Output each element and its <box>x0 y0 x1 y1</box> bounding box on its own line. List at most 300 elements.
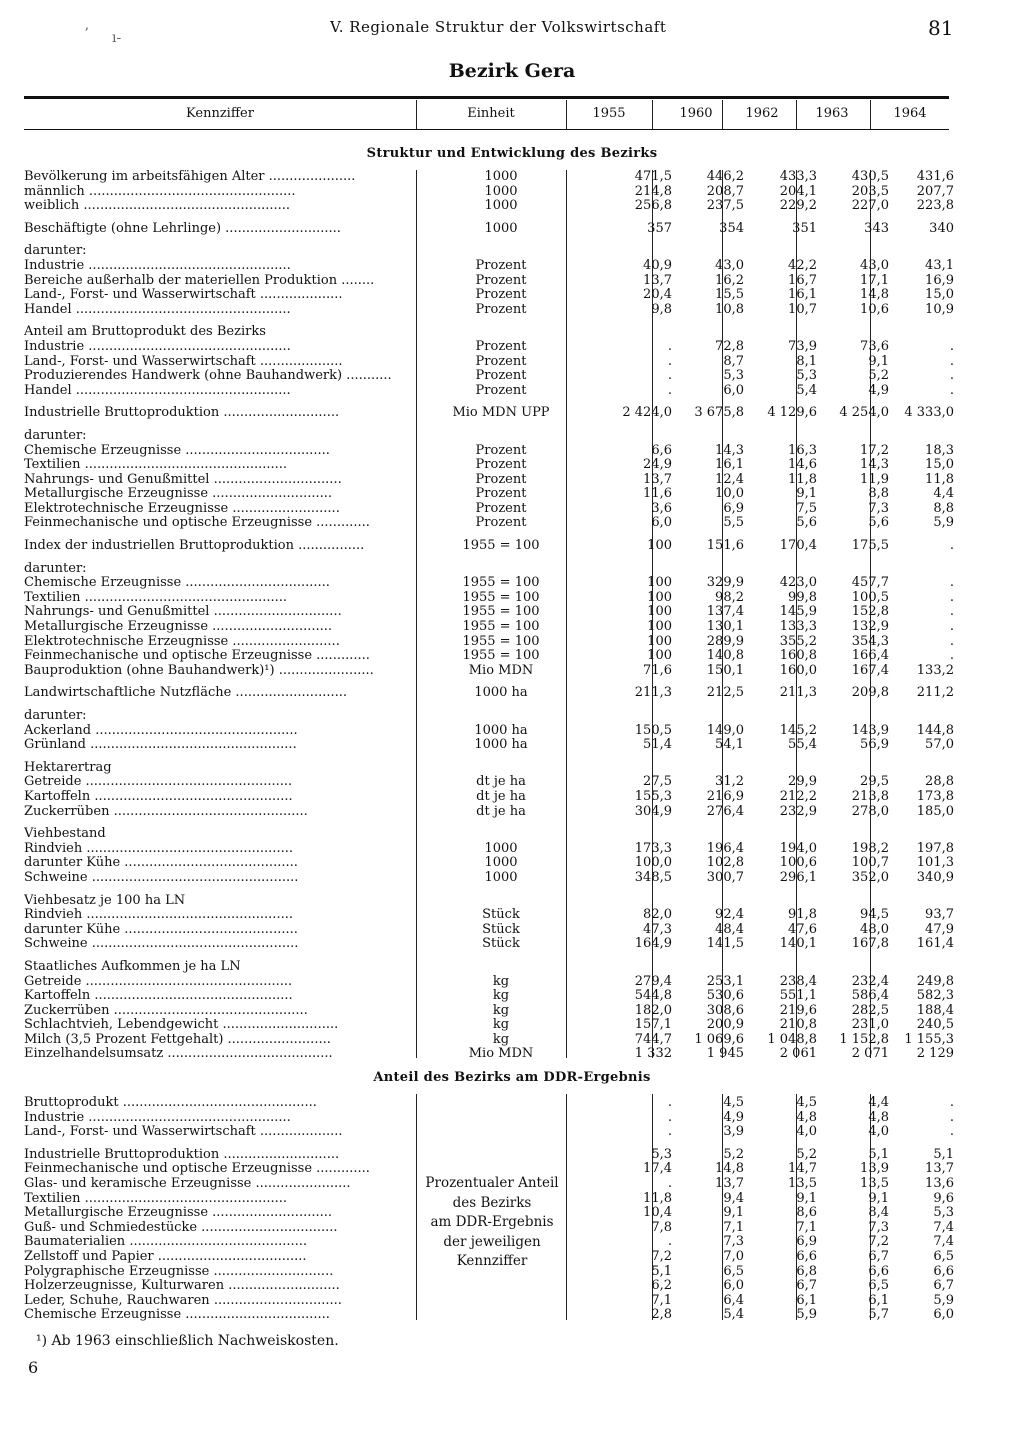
value-cell: 5,3 <box>796 369 817 384</box>
value-cell: 10,6 <box>860 302 889 317</box>
header-bottom-rule <box>24 129 949 130</box>
row-label-text: Kartoffeln <box>24 789 91 804</box>
unit-cell: 1000 <box>484 184 518 199</box>
row-label-text: Getreide <box>24 775 82 790</box>
row-label <box>24 340 416 355</box>
leader-dots: ........................... <box>231 686 348 701</box>
value-cell: 140,1 <box>779 937 817 952</box>
value-cell: 9,1 <box>868 354 889 369</box>
unit-cell: Prozent <box>475 458 527 473</box>
row-label-text: Grünland <box>24 738 86 753</box>
value-cell: 182,0 <box>634 1003 672 1018</box>
value-cell: 17,1 <box>860 273 889 288</box>
row-label-text: Nahrungs- und Genußmittel <box>24 605 210 620</box>
value-cell: 160,8 <box>779 649 817 664</box>
value-cell: 92,4 <box>715 908 744 923</box>
table-row <box>24 686 958 701</box>
row-label-text: Bevölkerung im arbeitsfähigen Alter <box>24 170 265 184</box>
table-row <box>24 473 958 488</box>
unit-cell: Stück <box>482 922 520 937</box>
leader-dots: ............................. <box>208 487 333 502</box>
value-cell <box>893 761 958 776</box>
value-cell: 300,7 <box>706 870 744 885</box>
unit-cell <box>416 1294 586 1309</box>
leader-dots: .......................................... <box>120 856 298 871</box>
unit-cell: Stück <box>482 908 520 923</box>
table-top-rule <box>24 96 949 99</box>
value-cell: . <box>667 1096 672 1110</box>
value-cell <box>676 960 748 975</box>
table-row <box>24 429 958 444</box>
value-cell: 4,5 <box>723 1096 744 1110</box>
value-cell: 31,2 <box>715 775 744 790</box>
value-cell: 161,4 <box>916 937 954 952</box>
table-row <box>24 185 958 200</box>
value-cell: 6,6 <box>933 1264 954 1279</box>
value-cell <box>586 244 676 259</box>
value-cell: 5,3 <box>651 1147 672 1162</box>
unit-cell: kg <box>492 1018 510 1033</box>
value-cell: 237,5 <box>706 199 744 214</box>
column-divider <box>566 100 567 129</box>
row-label-text: Polygraphische Erzeugnisse <box>24 1264 210 1279</box>
value-cell: 6,7 <box>868 1249 889 1264</box>
value-cell: 6,8 <box>796 1264 817 1279</box>
unit-cell: Prozent <box>475 369 527 384</box>
value-cell: 99,8 <box>788 590 817 605</box>
value-cell: 167,8 <box>851 937 889 952</box>
row-label-text: Zuckerrüben <box>24 804 110 819</box>
value-cell: . <box>667 1235 672 1250</box>
table-row <box>24 487 958 502</box>
value-cell: 223,8 <box>916 199 954 214</box>
value-cell <box>748 244 821 259</box>
value-cell: 530,6 <box>706 989 744 1004</box>
row-label <box>24 620 416 635</box>
row-label <box>24 975 416 990</box>
leader-dots: ................................... <box>181 443 330 458</box>
row-label-text: Baumaterialien <box>24 1235 126 1250</box>
value-cell: 256,8 <box>634 199 672 214</box>
value-cell: 203,5 <box>851 184 889 199</box>
row-label-text: Land-, Forst- und Wasserwirtschaft <box>24 354 256 369</box>
leader-dots: ............................................... <box>109 804 308 819</box>
value-cell: 210,8 <box>779 1018 817 1033</box>
leader-dots: ............................. <box>209 1264 334 1279</box>
value-cell <box>676 894 748 909</box>
value-cell: 102,8 <box>706 856 744 871</box>
table-row <box>24 340 958 355</box>
value-cell: 43,0 <box>860 258 889 273</box>
value-cell: 100 <box>647 576 672 591</box>
value-cell <box>748 709 821 724</box>
value-cell: 446,2 <box>706 170 744 184</box>
row-label-text: Schlachtvieh, Lebendgewicht <box>24 1018 219 1033</box>
value-cell: 1 155,3 <box>904 1032 954 1047</box>
leader-dots: ................................................. <box>80 458 288 473</box>
value-cell <box>586 709 676 724</box>
value-cell: 253,1 <box>706 974 744 989</box>
leader-dots: .......................... <box>228 501 340 516</box>
table-row <box>24 170 958 185</box>
value-cell <box>676 827 748 842</box>
value-cell: 14,8 <box>715 1162 744 1177</box>
leader-dots: .................................................. <box>87 937 299 952</box>
value-cell: 29,9 <box>788 775 817 790</box>
value-cell: 48,4 <box>715 922 744 937</box>
row-label <box>24 894 416 909</box>
unit-cell: 1955 = 100 <box>462 605 540 620</box>
leader-dots: ........................... <box>224 1279 340 1294</box>
leader-dots: ................................................. <box>91 723 298 738</box>
unit-cell <box>416 1111 586 1126</box>
value-cell: 231,0 <box>851 1018 889 1033</box>
spacer-row <box>24 531 958 539</box>
row-label <box>24 1308 416 1323</box>
table-row <box>24 894 958 909</box>
value-cell: . <box>949 649 954 664</box>
value-cell: 4,0 <box>868 1125 889 1140</box>
value-cell: 5,2 <box>796 1147 817 1162</box>
row-label <box>24 1235 416 1250</box>
value-cell: 209,8 <box>851 686 889 701</box>
value-cell: 71,6 <box>643 663 672 678</box>
table-row <box>24 1125 958 1140</box>
value-cell: 151,6 <box>706 539 744 554</box>
value-cell: 308,6 <box>706 1003 744 1018</box>
row-label <box>24 429 416 444</box>
value-cell: 6,0 <box>933 1308 954 1323</box>
value-cell: 130,1 <box>706 620 744 635</box>
table-row <box>24 406 958 421</box>
value-cell: . <box>949 354 954 369</box>
value-cell: 157,1 <box>634 1018 672 1033</box>
value-cell: . <box>949 369 954 384</box>
row-label <box>24 856 416 871</box>
value-cell: 5,3 <box>933 1206 954 1221</box>
table-row <box>24 444 958 459</box>
value-cell: 544,8 <box>634 989 672 1004</box>
row-label-text: Metallurgische Erzeugnisse <box>24 487 209 502</box>
spacer-row <box>24 421 958 429</box>
value-cell <box>676 709 748 724</box>
table-row <box>24 1096 958 1111</box>
value-cell: 93,7 <box>925 908 954 923</box>
row-label <box>24 1125 416 1140</box>
leader-dots: .................................................. <box>81 974 293 989</box>
value-cell: 4,9 <box>723 1110 744 1125</box>
value-cell: 229,2 <box>779 199 817 214</box>
value-cell: 2,8 <box>651 1308 672 1323</box>
running-header: V. Regionale Struktur der Volkswirtschaft <box>330 18 667 36</box>
value-cell <box>586 562 676 577</box>
value-cell: 100 <box>647 590 672 605</box>
value-cell: . <box>949 1125 954 1140</box>
unit-cell: 1000 <box>484 856 518 871</box>
row-label <box>24 1148 416 1163</box>
value-cell: 14,8 <box>860 288 889 303</box>
row-label <box>24 989 416 1004</box>
table-row <box>24 259 958 274</box>
value-cell: 431,6 <box>916 170 954 184</box>
row-label-text: Beschäftigte (ohne Lehrlinge) <box>24 221 222 236</box>
value-cell: 7,2 <box>868 1235 889 1250</box>
row-label <box>24 222 416 237</box>
leader-dots: ............................................... <box>118 1096 317 1110</box>
value-cell: 4,8 <box>796 1110 817 1125</box>
value-cell <box>676 429 748 444</box>
value-cell: 137,4 <box>706 605 744 620</box>
value-cell: 551,1 <box>779 989 817 1004</box>
value-cell: 433,3 <box>779 170 817 184</box>
value-cell: 91,8 <box>788 908 817 923</box>
value-cell <box>821 960 893 975</box>
row-label-text: Zellstoff und Papier <box>24 1249 154 1264</box>
value-cell: . <box>667 1110 672 1125</box>
row-label <box>24 738 416 753</box>
value-cell: 198,2 <box>851 841 889 856</box>
leader-dots: ............................ <box>221 221 341 236</box>
row-label <box>24 199 416 214</box>
value-cell <box>586 827 676 842</box>
row-label <box>24 369 416 384</box>
value-cell: 1 945 <box>706 1047 744 1062</box>
spacer-row <box>24 886 958 894</box>
value-cell: 13,7 <box>643 273 672 288</box>
unit-cell: kg <box>492 989 510 1004</box>
leader-dots: ......................... <box>223 1032 331 1047</box>
value-cell: 16,1 <box>715 458 744 473</box>
leader-dots: ................................................. <box>80 1191 288 1206</box>
col-header-1963: 1963 <box>815 106 849 121</box>
table-row <box>24 199 958 214</box>
value-cell <box>676 562 748 577</box>
spacer-row <box>24 1140 958 1148</box>
table-row <box>24 738 958 753</box>
col-header-1964: 1964 <box>893 106 927 121</box>
value-cell: 133,2 <box>916 663 954 678</box>
value-cell: 7,5 <box>796 501 817 516</box>
leader-dots: ................................................. <box>84 339 291 354</box>
leader-dots: .......................... <box>228 634 340 649</box>
value-cell: 340 <box>929 221 954 236</box>
value-cell: 354,3 <box>851 634 889 649</box>
value-cell: 16,9 <box>925 273 954 288</box>
row-label <box>24 805 416 820</box>
value-cell: . <box>949 605 954 620</box>
row-label <box>24 635 416 650</box>
value-cell: 17,4 <box>643 1162 672 1177</box>
value-cell: 279,4 <box>634 974 672 989</box>
row-label <box>24 937 416 952</box>
leader-dots: ............................... <box>209 472 342 487</box>
value-cell: 6,0 <box>723 1279 744 1294</box>
table-row <box>24 1111 958 1126</box>
unit-cell: 1000 ha <box>474 686 528 701</box>
table-row <box>24 635 958 650</box>
row-label-text: Produzierendes Handwerk (ohne Bauhandwerk) <box>24 369 343 384</box>
value-cell: 343 <box>864 221 889 236</box>
value-cell: 6,6 <box>868 1264 889 1279</box>
value-cell <box>586 761 676 776</box>
row-label <box>24 761 416 776</box>
value-cell: 13,7 <box>715 1176 744 1191</box>
value-cell: 140,8 <box>706 649 744 664</box>
table-row <box>24 664 958 679</box>
unit-cell: Mio MDN <box>468 663 534 678</box>
value-cell: 14,3 <box>715 443 744 458</box>
value-cell: 42,2 <box>788 258 817 273</box>
value-cell: 355,2 <box>779 634 817 649</box>
value-cell: 51,4 <box>643 738 672 753</box>
value-cell: 100 <box>647 634 672 649</box>
value-cell: 4,8 <box>868 1110 889 1125</box>
unit-cell: 1955 = 100 <box>462 576 540 591</box>
unit-cell: kg <box>492 1032 510 1047</box>
value-cell <box>586 960 676 975</box>
value-cell <box>586 429 676 444</box>
unit-cell: Prozent <box>475 273 527 288</box>
value-cell: 6,0 <box>651 516 672 531</box>
row-label <box>24 1033 416 1048</box>
value-cell: 296,1 <box>779 870 817 885</box>
table-row <box>24 1279 958 1294</box>
leader-dots: ....................... <box>274 663 374 678</box>
value-cell: 11,9 <box>860 472 889 487</box>
unit-cell: Prozent <box>475 472 527 487</box>
value-cell: 185,0 <box>916 804 954 819</box>
page-title: Bezirk Gera <box>448 60 576 82</box>
value-cell: 471,5 <box>634 170 672 184</box>
unit-cell <box>416 562 586 577</box>
value-cell: 4,0 <box>796 1125 817 1140</box>
value-cell: 282,5 <box>851 1003 889 1018</box>
value-cell: 15,0 <box>925 288 954 303</box>
value-cell: 430,5 <box>851 170 889 184</box>
value-cell: 9,1 <box>868 1191 889 1206</box>
row-label-text: Bauproduktion (ohne Bauhandwerk)¹) <box>24 663 275 678</box>
value-cell <box>821 827 893 842</box>
value-cell: 5,2 <box>868 369 889 384</box>
value-cell: 54,1 <box>715 738 744 753</box>
leader-dots: ................................................ <box>90 989 293 1004</box>
table-row <box>24 576 958 591</box>
value-cell: 5,9 <box>933 516 954 531</box>
column-divider <box>416 100 417 129</box>
value-cell: 329,9 <box>706 576 744 591</box>
col-header-1962: 1962 <box>745 106 779 121</box>
unit-cell: Prozent <box>475 339 527 354</box>
value-cell: 5,1 <box>868 1147 889 1162</box>
value-cell: 100 <box>647 539 672 554</box>
table-row <box>24 649 958 664</box>
unit-cell: kg <box>492 1003 510 1018</box>
value-cell: 98,2 <box>715 590 744 605</box>
spacer-row <box>24 398 958 406</box>
leader-dots: .................................................... <box>71 383 291 398</box>
value-cell: 7,0 <box>723 1249 744 1264</box>
table-row <box>24 975 958 990</box>
section-heading-ddr-share: Anteil des Bezirks am DDR-Ergebnis <box>373 1070 651 1085</box>
section-heading-structure: Struktur und Entwicklung des Bezirks <box>366 146 658 161</box>
value-cell: 6,7 <box>796 1279 817 1294</box>
row-label-text: Viehbesatz je 100 ha LN <box>24 893 186 908</box>
value-cell: 43,1 <box>925 258 954 273</box>
unit-cell: Prozent <box>475 516 527 531</box>
row-label-text: Feinmechanische und optische Erzeugnisse <box>24 649 313 664</box>
table-row <box>24 724 958 739</box>
col-header-einheit: Einheit <box>467 106 515 121</box>
unit-cell: Stück <box>482 937 520 952</box>
row-label-text: Textilien <box>24 1191 81 1206</box>
table-row <box>24 369 958 384</box>
leader-dots: ................ <box>293 539 365 554</box>
column-divider <box>652 100 653 129</box>
leader-dots: ............................................... <box>109 1003 308 1018</box>
value-cell: 5,7 <box>868 1308 889 1323</box>
row-label <box>24 1177 416 1192</box>
table-row <box>24 908 958 923</box>
row-label-text: Industrielle Bruttoproduktion <box>24 406 220 421</box>
value-cell: 238,4 <box>779 974 817 989</box>
table-row <box>24 502 958 517</box>
column-divider <box>796 100 797 129</box>
row-label <box>24 1004 416 1019</box>
value-cell: 15,0 <box>925 458 954 473</box>
unit-block-line: Kennziffer <box>456 1253 528 1269</box>
value-cell: . <box>667 354 672 369</box>
unit-cell <box>416 827 586 842</box>
spacer-row <box>24 236 958 244</box>
value-cell: . <box>949 339 954 354</box>
value-cell <box>676 325 748 340</box>
col-header-1960: 1960 <box>679 106 713 121</box>
spacer-row <box>24 952 958 960</box>
value-cell: 18,3 <box>925 443 954 458</box>
row-label-text: Rindvieh <box>24 908 83 923</box>
value-cell: 16,7 <box>788 273 817 288</box>
value-cell: 8,8 <box>868 487 889 502</box>
row-label-text: Industrielle Bruttoproduktion <box>24 1147 220 1162</box>
value-cell <box>821 562 893 577</box>
leader-dots: .................... <box>255 1125 343 1140</box>
unit-cell <box>416 1308 586 1323</box>
value-cell: 5,9 <box>796 1308 817 1323</box>
value-cell: 6,9 <box>796 1235 817 1250</box>
value-cell <box>821 761 893 776</box>
value-cell <box>676 761 748 776</box>
value-cell <box>821 894 893 909</box>
value-cell: 5,5 <box>723 516 744 531</box>
value-cell: 82,0 <box>643 908 672 923</box>
row-label-text: darunter: <box>24 244 87 259</box>
value-cell: 40,9 <box>643 258 672 273</box>
value-cell: 304,9 <box>634 804 672 819</box>
value-cell: 348,5 <box>634 870 672 885</box>
table-row <box>24 842 958 857</box>
value-cell: 1 069,6 <box>694 1032 744 1047</box>
table-row <box>24 856 958 871</box>
value-cell: 47,3 <box>643 922 672 937</box>
value-cell: 4 254,0 <box>839 406 889 421</box>
leader-dots: .................... <box>255 288 343 303</box>
row-label <box>24 664 416 679</box>
table-row <box>24 355 958 370</box>
row-label <box>24 1265 416 1280</box>
row-label <box>24 605 416 620</box>
row-label <box>24 444 416 459</box>
unit-cell: kg <box>492 974 510 989</box>
